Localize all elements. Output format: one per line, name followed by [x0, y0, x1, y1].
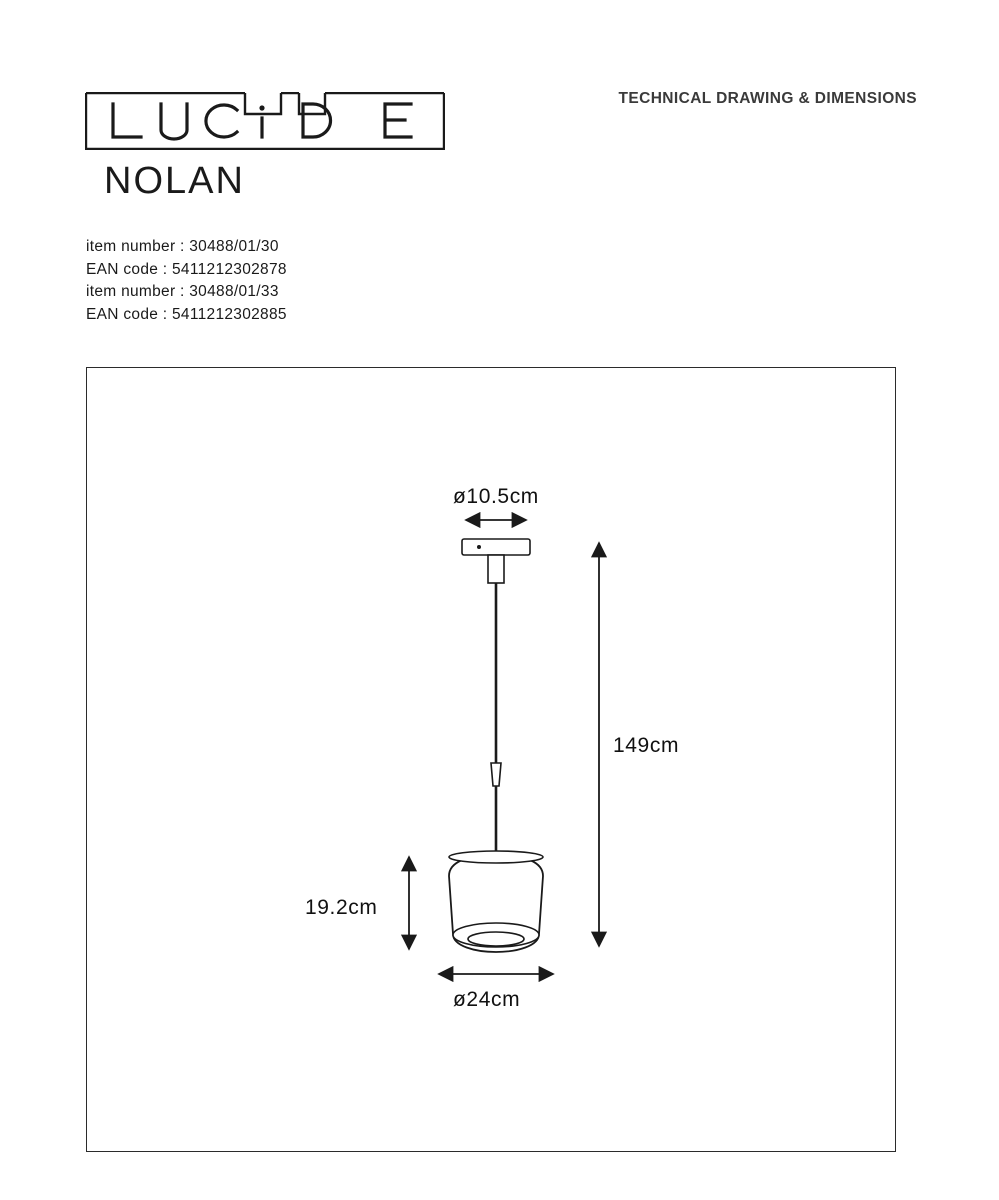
ean-code-2: EAN code : 5411212302885 [86, 305, 287, 323]
item-number-1: item number : 30488/01/30 [86, 238, 279, 255]
page-title: NOLAN [104, 160, 245, 202]
dimension-canopy-diameter: ø10.5cm [453, 485, 539, 508]
technical-drawing-note: TECHNICAL DRAWING & DIMENSIONS [618, 90, 917, 107]
lucide-logo [85, 92, 445, 150]
dimension-shade-height: 19.2cm [305, 896, 378, 919]
item-number-2: item number : 30488/01/33 [86, 283, 279, 300]
dimension-total-height: 149cm [613, 734, 680, 757]
technical-drawing-frame [86, 367, 896, 1152]
dimension-shade-diameter: ø24cm [453, 988, 521, 1011]
product-meta [86, 236, 287, 326]
ean-code-1: EAN code : 5411212302878 [86, 260, 287, 278]
